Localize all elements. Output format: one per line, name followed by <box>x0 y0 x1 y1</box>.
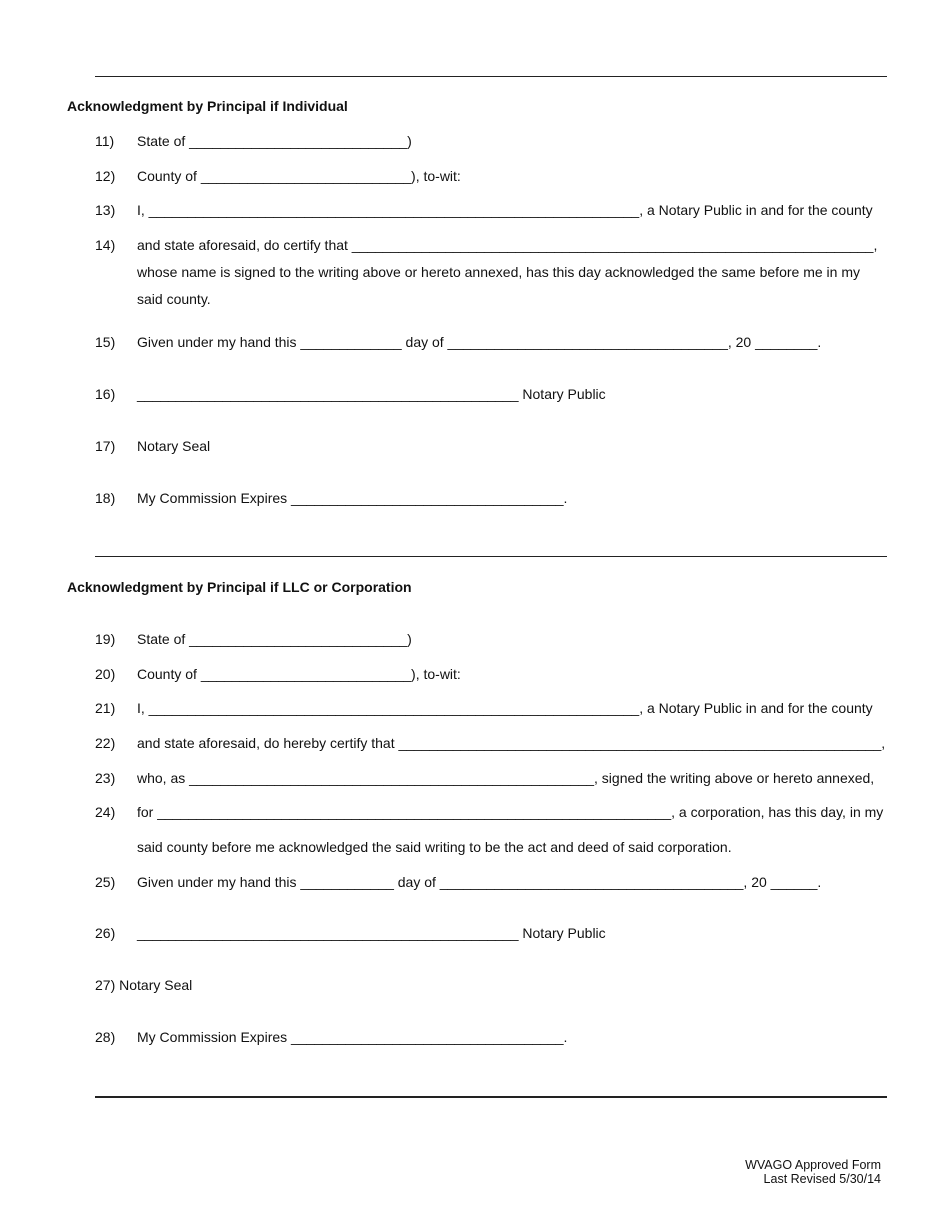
line-number: 21) <box>95 700 116 716</box>
form-footer <box>745 1158 881 1186</box>
line-text: I, _______________________________________________________________, a Notary Public in and for the county <box>137 202 873 218</box>
line-text: Given under my hand this ____________ day of _______________________________________, 20 ______. <box>137 874 822 890</box>
line-text: said county. <box>137 291 211 307</box>
line-text: State of ____________________________) <box>137 631 412 647</box>
bottom-divider <box>95 1096 887 1098</box>
notary-signature-line: _________________________________________________ Notary Public <box>137 925 606 941</box>
line-text: said county before me acknowledged the said writing to be the act and deed of said corporation. <box>137 839 732 855</box>
line-text: and state aforesaid, do hereby certify that ______________________________________________________________, <box>137 735 886 751</box>
line-number: 14) <box>95 237 116 253</box>
line-text: Given under my hand this _____________ day of ____________________________________, 20 ________. <box>137 334 822 350</box>
line-number: 24) <box>95 804 116 820</box>
line-number: 15) <box>95 334 116 350</box>
top-divider <box>95 76 887 77</box>
notary-seal-label: 27) Notary Seal <box>95 977 193 993</box>
line-text: and state aforesaid, do certify that ___________________________________________________________________, <box>137 237 878 253</box>
line-number: 20) <box>95 666 116 682</box>
section2-heading: Acknowledgment by Principal if LLC or Corporation <box>67 579 412 595</box>
notary-signature-line: _________________________________________________ Notary Public <box>137 386 606 402</box>
line-text: I, _______________________________________________________________, a Notary Public in and for the county <box>137 700 873 716</box>
notary-seal-label: Notary Seal <box>137 438 211 454</box>
line-number: 22) <box>95 735 116 751</box>
footer-approved: WVAGO Approved Form <box>745 1158 881 1172</box>
line-number: 13) <box>95 202 116 218</box>
line-text: State of ____________________________) <box>137 133 412 149</box>
commission-expires-line: My Commission Expires ___________________________________. <box>137 490 568 506</box>
section1-heading: Acknowledgment by Principal if Individual <box>67 98 348 114</box>
middle-divider <box>95 556 887 557</box>
line-number: 25) <box>95 874 116 890</box>
line-text: County of ___________________________), to-wit: <box>137 666 461 682</box>
line-number: 16) <box>95 386 116 402</box>
line-number: 19) <box>95 631 116 647</box>
line-number: 17) <box>95 438 116 454</box>
line-number: 11) <box>95 133 115 149</box>
line-number: 26) <box>95 925 116 941</box>
line-number: 28) <box>95 1029 116 1045</box>
line-text: for __________________________________________________________________, a corporation, has this day, in my <box>137 804 884 820</box>
line-text: County of ___________________________), to-wit: <box>137 168 461 184</box>
line-text: whose name is signed to the writing above or hereto annexed, has this day acknowledged the same before me in my <box>137 264 860 280</box>
footer-revised: Last Revised 5/30/14 <box>763 1172 881 1186</box>
line-number: 18) <box>95 490 116 506</box>
commission-expires-line: My Commission Expires ___________________________________. <box>137 1029 568 1045</box>
line-number: 12) <box>95 168 116 184</box>
line-number: 23) <box>95 770 116 786</box>
line-text: who, as ____________________________________________________, signed the writing above or hereto annexed, <box>137 770 875 786</box>
